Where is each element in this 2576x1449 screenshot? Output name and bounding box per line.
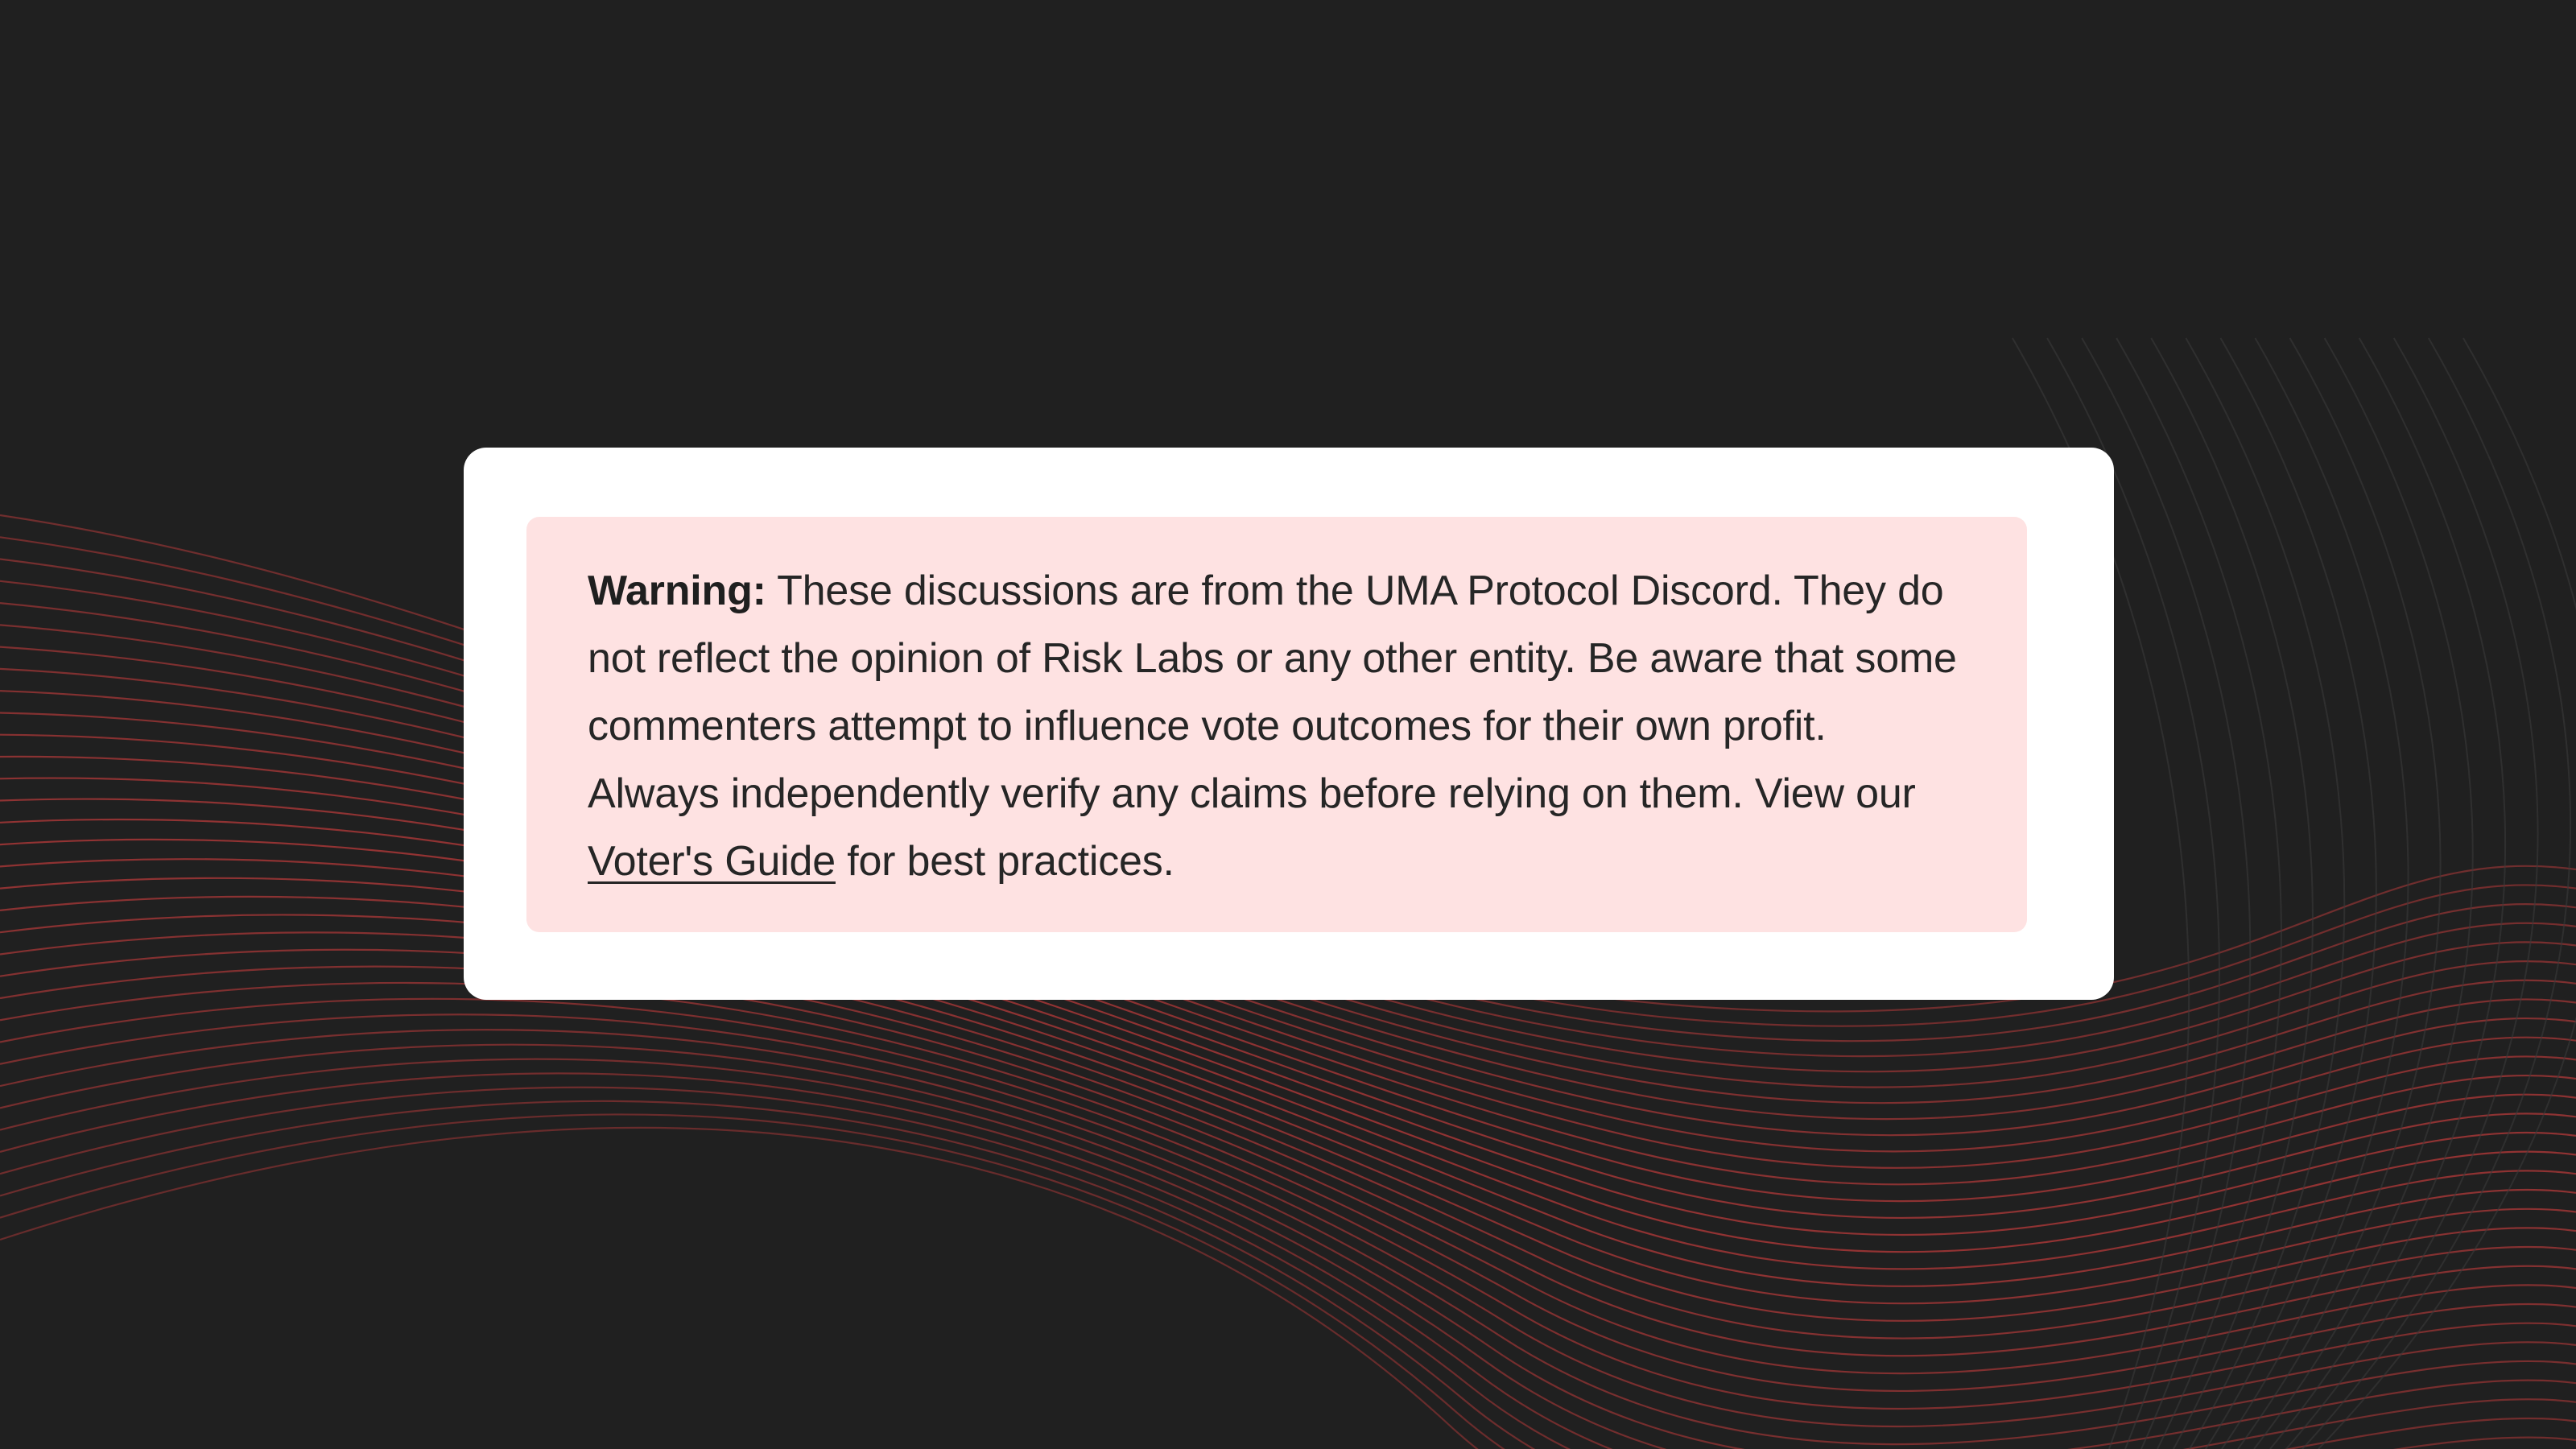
- wave-line: [0, 1059, 2576, 1449]
- wave-line: [0, 1014, 2576, 1426]
- warning-text-after-link: for best practices.: [835, 838, 1174, 885]
- wave-arc: [2238, 338, 2441, 1449]
- wave-arc: [2116, 338, 2281, 1449]
- voters-guide-link[interactable]: Voter's Guide: [588, 838, 836, 885]
- wave-arc: [2302, 338, 2570, 1449]
- warning-text-before-link: These discussions are from the UMA Protocol Discord. They do not reflect the opinion of Risk Labs or any other entity. Be aware that some commenters attempt to influence vote outcomes for their own profit. Always independently verify any claims before relying on them. View our: [588, 568, 1957, 817]
- wave-line: [0, 1030, 2576, 1444]
- warning-message: [588, 557, 1966, 895]
- warning-card: [464, 448, 2114, 1000]
- warning-banner: [526, 517, 2027, 932]
- wave-line: [0, 1114, 2576, 1449]
- warning-label: Warning:: [588, 568, 766, 614]
- wave-arc: [2286, 338, 2537, 1449]
- wave-line: [0, 1101, 2576, 1449]
- wave-arc: [2270, 338, 2505, 1449]
